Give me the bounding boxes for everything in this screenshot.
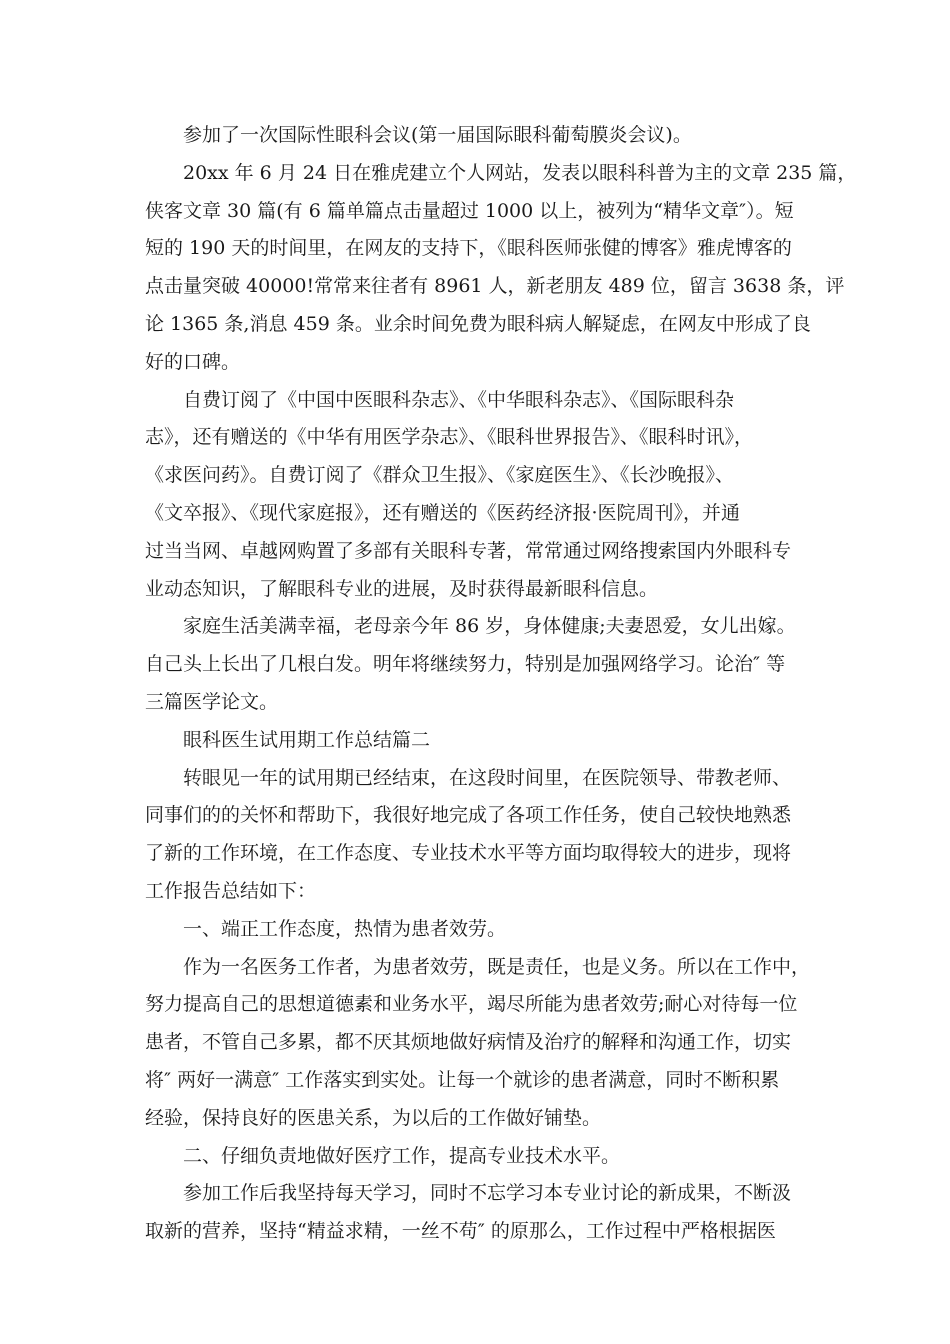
text-line: 了新的工作环境，在工作态度、专业技术水平等方面均取得较大的进步，现将 bbox=[145, 842, 792, 865]
text-line: 参加工作后我坚持每天学习，同时不忘学习本专业讨论的新成果，不断汲 bbox=[183, 1182, 792, 1205]
text-line: 家庭生活美满幸福，老母亲今年 86 岁，身体健康;夫妻恩爱，女儿出嫁。 bbox=[183, 615, 796, 638]
text-line: 眼科医生试用期工作总结篇二 bbox=[183, 728, 431, 751]
text-line: 同事们的的关怀和帮助下，我很好地完成了各项工作任务，使自己较快地熟悉 bbox=[145, 804, 792, 827]
text-line: 二、仔细负责地做好医疗工作，提高专业技术水平。 bbox=[183, 1144, 621, 1167]
text-line: 《求医问药》。自费订阅了《群众卫生报》、《家庭医生》、《长沙晚报》、 bbox=[145, 464, 735, 487]
text-line: 将″ 两好一满意″ 工作落实到实处。让每一个就诊的患者满意，同时不断积累 bbox=[145, 1068, 780, 1091]
text-line: 取新的营养，坚持“精益求精，一丝不苟″ 的原那么，工作过程中严格根据医 bbox=[145, 1220, 776, 1243]
text-line: 点击量突破 40000!常常来往者有 8961 人，新老朋友 489 位，留言 3638 条，评 bbox=[145, 275, 845, 298]
document-body bbox=[145, 117, 857, 1251]
text-line: 作为一名医务工作者，为患者效劳，既是责任，也是义务。所以在工作中， bbox=[183, 955, 811, 978]
text-line: 侠客文章 30 篇(有 6 篇单篇点击量超过 1000 以上，被列为“精华文章″）。短 bbox=[145, 199, 794, 222]
text-line: 过当当网、卓越网购置了多部有关眼科专著，常常通过网络搜索国内外眼科专 bbox=[145, 539, 792, 562]
text-line: 业动态知识，了解眼科专业的进展，及时获得最新眼科信息。 bbox=[145, 577, 659, 600]
text-line: 参加了一次国际性眼科会议(第一届国际眼科葡萄膜炎会议)。 bbox=[183, 124, 692, 146]
text-line: 短的 190 天的时间里，在网友的支持下，《眼科医师张健的博客》雅虎博客的 bbox=[145, 237, 792, 260]
text-line: 工作报告总结如下： bbox=[145, 879, 317, 902]
text-line: 20xx 年 6 月 24 日在雅虎建立个人网站，发表以眼科科普为主的文章 235 篇， bbox=[183, 161, 857, 184]
text-line: 三篇医学论文。 bbox=[145, 690, 279, 713]
text-line: 一、端正工作态度，热情为患者效劳。 bbox=[183, 917, 507, 940]
text-line: 志》，还有赠送的《中华有用医学杂志》、《眼科世界报告》、《眼科时讯》， bbox=[145, 426, 754, 449]
text-line: 转眼见一年的试用期已经结束，在这段时间里，在医院领导、带教老师、 bbox=[183, 766, 792, 789]
text-line: 《文卒报》、《现代家庭报》，还有赠送的《医药经济报·医院周刊》，并通 bbox=[145, 501, 741, 524]
text-line: 好的口碑。 bbox=[145, 350, 241, 373]
text-line: 自己头上长出了几根白发。明年将继续努力，特别是加强网络学习。论治″ 等 bbox=[145, 653, 786, 676]
text-line: 自费订阅了《中国中医眼科杂志》、《中华眼科杂志》、《国际眼科杂 bbox=[183, 388, 735, 411]
text-line: 经验，保持良好的医患关系，为以后的工作做好铺垫。 bbox=[145, 1106, 602, 1129]
text-line: 论 1365 条,消息 459 条。业余时间免费为眼科病人解疑虑，在网友中形成了良 bbox=[145, 312, 811, 335]
text-line: 努力提高自己的思想道德素和业务水平，竭尽所能为患者效劳;耐心对待每一位 bbox=[145, 993, 798, 1016]
text-line: 患者，不管自己多累，都不厌其烦地做好病情及治疗的解释和沟通工作，切实 bbox=[145, 1031, 792, 1054]
